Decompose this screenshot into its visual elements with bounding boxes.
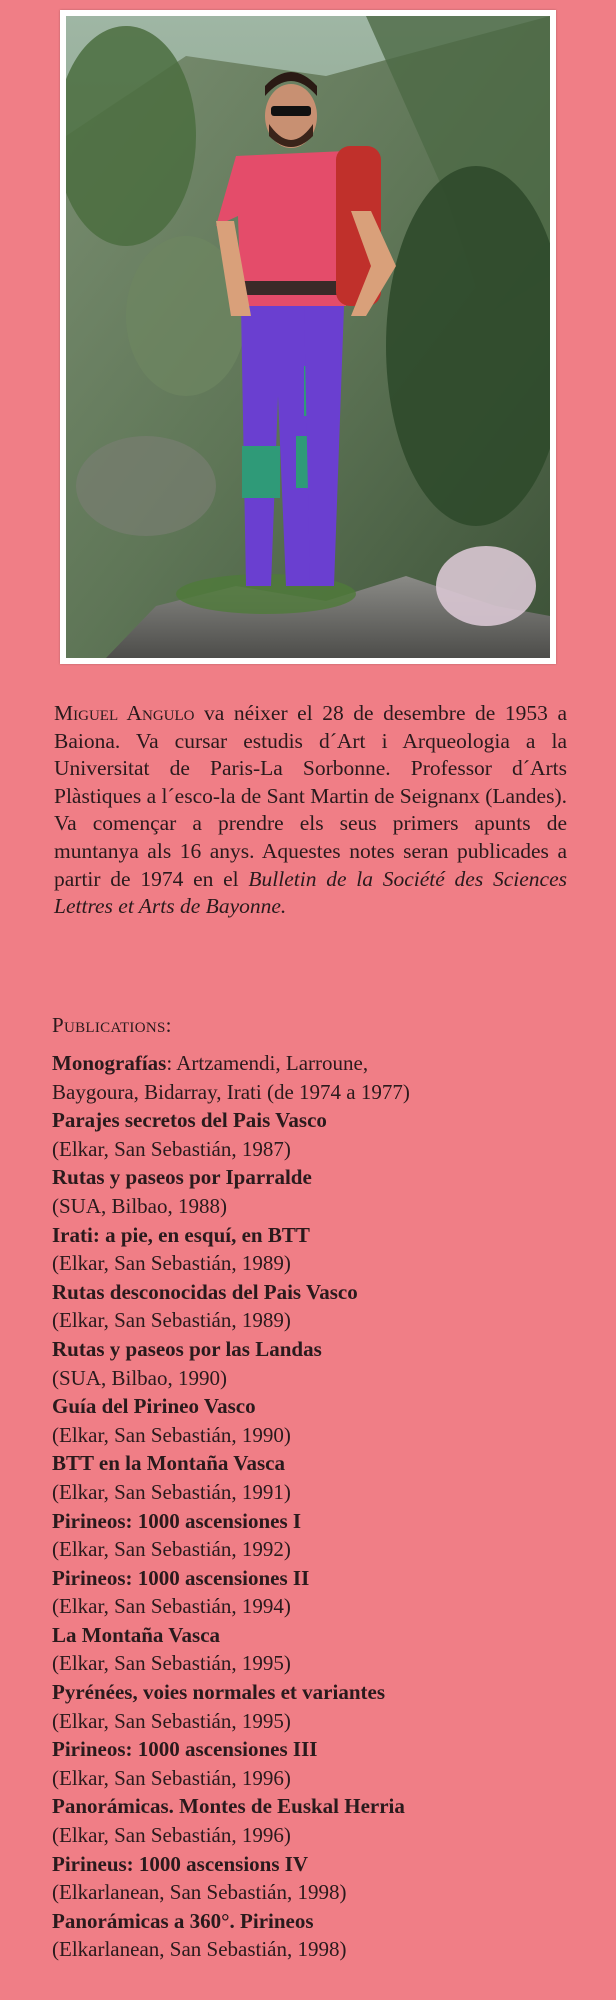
author-biography bbox=[54, 700, 567, 921]
publications-heading: Publications: bbox=[52, 1013, 172, 1037]
book-publisher: (Elkar, San Sebastián, 1995) bbox=[52, 1651, 291, 1676]
list-item bbox=[52, 1850, 572, 1907]
list-item bbox=[52, 1792, 572, 1849]
book-title: Rutas desconocidas del Pais Vasco bbox=[52, 1279, 358, 1304]
bulletin-title: Bulletin de la Société des Sciences Lettres et Arts de Bayonne. bbox=[54, 866, 567, 919]
book-publisher: (Elkar, San Sebastián, 1990) bbox=[52, 1422, 291, 1447]
list-item bbox=[52, 1335, 572, 1392]
book-publisher: (Elkar, San Sebastián, 1996) bbox=[52, 1823, 291, 1848]
author-photo-frame bbox=[60, 10, 556, 664]
book-title: Guía del Pirineo Vasco bbox=[52, 1394, 256, 1419]
book-title: Pirineos: 1000 ascensiones III bbox=[52, 1737, 318, 1762]
book-publisher: (Elkarlanean, San Sebastián, 1998) bbox=[52, 1880, 347, 1905]
monografias-text-2: Baygoura, Bidarray, Irati (de 1974 a 1977) bbox=[52, 1079, 410, 1104]
book-title: Rutas y paseos por Iparralde bbox=[52, 1165, 312, 1190]
book-publisher: (Elkar, San Sebastián, 1991) bbox=[52, 1479, 291, 1504]
list-item bbox=[52, 1278, 572, 1335]
list-item bbox=[52, 1049, 572, 1106]
book-title: Panorámicas. Montes de Euskal Herria bbox=[52, 1794, 405, 1819]
book-publisher: (SUA, Bilbao, 1988) bbox=[52, 1193, 227, 1218]
book-title: Pyrénées, voies normales et variantes bbox=[52, 1680, 385, 1705]
book-publisher: (Elkarlanean, San Sebastián, 1998) bbox=[52, 1937, 347, 1962]
list-item bbox=[52, 1449, 572, 1506]
biography-text: va néixer el 28 de desembre de 1953 a Baiona. Va cursar estudis d´Art i Arqueologia a la Universitat de Paris-La Sorbonne. Professor d´Arts Plàstiques a l´esco-la de Sant Martin de Seignanx (Landes). Va començar a prendre els seus primers apunts de muntanya als 16 anys. Aquestes notes seran publicades a partir de 1974 en el bbox=[54, 701, 567, 891]
book-publisher: (Elkar, San Sebastián, 1995) bbox=[52, 1708, 291, 1733]
book-title: Parajes secretos del Pais Vasco bbox=[52, 1108, 327, 1133]
book-title: Panorámicas a 360°. Pirineos bbox=[52, 1908, 314, 1933]
list-item bbox=[52, 1507, 572, 1564]
book-title: Rutas y paseos por las Landas bbox=[52, 1336, 322, 1361]
book-publisher: (Elkar, San Sebastián, 1994) bbox=[52, 1594, 291, 1619]
monografias-text-1: : Artzamendi, Larroune, bbox=[166, 1051, 369, 1075]
list-item bbox=[52, 1106, 572, 1163]
book-publisher: (SUA, Bilbao, 1990) bbox=[52, 1365, 227, 1390]
book-title: Irati: a pie, en esquí, en BTT bbox=[52, 1222, 310, 1247]
book-title: La Montaña Vasca bbox=[52, 1622, 221, 1647]
list-item bbox=[52, 1678, 572, 1735]
book-publisher: (Elkar, San Sebastián, 1987) bbox=[52, 1136, 291, 1161]
list-item bbox=[52, 1392, 572, 1449]
book-title: BTT en la Montaña Vasca bbox=[52, 1451, 285, 1476]
author-name: Miguel Angulo bbox=[54, 701, 195, 725]
book-publisher: (Elkar, San Sebastián, 1989) bbox=[52, 1308, 291, 1333]
book-title: Pirineos: 1000 ascensiones I bbox=[52, 1508, 302, 1533]
book-publisher: (Elkar, San Sebastián, 1996) bbox=[52, 1765, 291, 1790]
book-title: Pirineos: 1000 ascensiones II bbox=[52, 1565, 310, 1590]
book-publisher: (Elkar, San Sebastián, 1992) bbox=[52, 1537, 291, 1562]
list-item bbox=[52, 1907, 572, 1964]
list-item bbox=[52, 1564, 572, 1621]
list-item bbox=[52, 1735, 572, 1792]
book-title: Pirineus: 1000 ascensions IV bbox=[52, 1851, 309, 1876]
publications-list bbox=[52, 1049, 572, 1964]
list-item bbox=[52, 1163, 572, 1220]
monografias-label: Monografías bbox=[52, 1051, 167, 1075]
book-publisher: (Elkar, San Sebastián, 1989) bbox=[52, 1251, 291, 1276]
author-photo bbox=[66, 16, 550, 658]
list-item bbox=[52, 1221, 572, 1278]
list-item bbox=[52, 1621, 572, 1678]
